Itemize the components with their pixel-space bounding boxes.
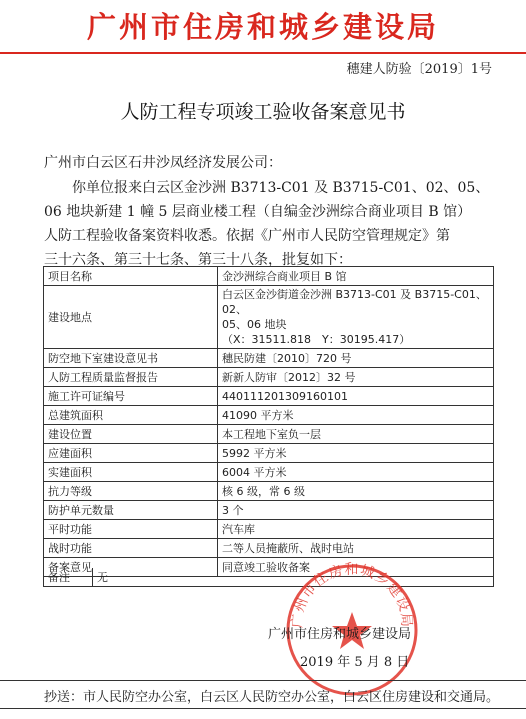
document-number: 穗建人防验〔2019〕1号 bbox=[346, 62, 492, 77]
body-line: 人防工程验收备案资料收悉。依据《广州市人民防空管理规定》第 bbox=[44, 228, 450, 244]
row-label: 平时功能 bbox=[44, 520, 218, 539]
table-row bbox=[44, 520, 494, 539]
table-row bbox=[44, 425, 494, 444]
table-row bbox=[44, 406, 494, 425]
row-label: 建设位置 bbox=[44, 425, 218, 444]
body-line: 三十六条、第三十七条、第三十八条，批复如下： bbox=[44, 252, 352, 268]
row-value: 3 个 bbox=[218, 501, 494, 520]
row-label: 建设地点 bbox=[44, 286, 218, 349]
table-row bbox=[44, 463, 494, 482]
table-row bbox=[44, 501, 494, 520]
acceptance-info-table bbox=[43, 266, 494, 577]
row-value: 二等人员掩蔽所、战时电站 bbox=[218, 539, 494, 558]
signing-organization: 广州市住房和城乡建设局 bbox=[268, 627, 412, 642]
cc-line: 抄送：市人民防空办公室，白云区人民防空办公室，白云区住房建设和交通局。 bbox=[44, 690, 500, 705]
row-value: 本工程地下室负一层 bbox=[218, 425, 494, 444]
body-line: 06 地块新建 1 幢 5 层商业楼工程（自编金沙洲综合商业项目 B 馆） bbox=[44, 204, 472, 220]
letterhead-title: 广州市住房和城乡建设局 bbox=[86, 9, 439, 44]
seal-text: 广州市住房和城乡建设局 bbox=[289, 562, 415, 629]
row-label: 战时功能 bbox=[44, 539, 218, 558]
row-label: 应建面积 bbox=[44, 444, 218, 463]
row-value: 金沙洲综合商业项目 B 馆 bbox=[218, 267, 494, 286]
body-line: 你单位报来白云区金沙洲 B3713-C01 及 B3715-C01、02、05、 bbox=[72, 180, 490, 196]
row-label: 备案意见 bbox=[44, 558, 218, 577]
remarks-table bbox=[43, 568, 494, 587]
row-value: 汽车库 bbox=[218, 520, 494, 539]
location-line: 白云区金沙街道金沙洲 B3713-C01 及 B3715-C01、02、 bbox=[222, 288, 487, 316]
table-row bbox=[44, 368, 494, 387]
addressee: 广州市白云区石井沙凤经济发展公司： bbox=[44, 155, 282, 171]
row-value: 新新人防审〔2012〕32 号 bbox=[218, 368, 494, 387]
location-coordinates: （X：31511.818 Y：30195.417） bbox=[222, 333, 411, 346]
row-label: 总建筑面积 bbox=[44, 406, 218, 425]
row-label: 防护单元数量 bbox=[44, 501, 218, 520]
row-value: 穗民防建〔2010〕720 号 bbox=[218, 349, 494, 368]
row-value: 5992 平方米 bbox=[218, 444, 494, 463]
table-row bbox=[44, 349, 494, 368]
row-value: 440111201309160101 bbox=[218, 387, 494, 406]
row-value bbox=[218, 286, 494, 349]
letterhead bbox=[0, 0, 526, 50]
row-value: 41090 平方米 bbox=[218, 406, 494, 425]
table-row bbox=[44, 387, 494, 406]
table-row bbox=[44, 267, 494, 286]
footer-rule-bottom bbox=[0, 708, 526, 709]
remarks-value: 无 bbox=[93, 568, 494, 587]
body-paragraph bbox=[44, 176, 496, 272]
table-row bbox=[44, 286, 494, 349]
table-row bbox=[44, 539, 494, 558]
document-title: 人防工程专项竣工验收备案意见书 bbox=[120, 101, 406, 123]
remarks-label: 备注 bbox=[44, 568, 93, 587]
row-label: 抗力等级 bbox=[44, 482, 218, 501]
letterhead-red-rule bbox=[0, 52, 526, 54]
signing-date: 2019 年 5 月 8 日 bbox=[300, 655, 410, 670]
table-row bbox=[44, 482, 494, 501]
row-value: 同意竣工验收备案 bbox=[218, 558, 494, 577]
row-value: 6004 平方米 bbox=[218, 463, 494, 482]
row-value: 核 6 级，常 6 级 bbox=[218, 482, 494, 501]
row-label: 人防工程质量监督报告 bbox=[44, 368, 218, 387]
table-row bbox=[44, 444, 494, 463]
row-label: 施工许可证编号 bbox=[44, 387, 218, 406]
row-label: 项目名称 bbox=[44, 267, 218, 286]
table-row bbox=[44, 568, 494, 587]
row-label: 防空地下室建设意见书 bbox=[44, 349, 218, 368]
footer-rule-top bbox=[0, 680, 526, 681]
location-line: 05、06 地块 bbox=[222, 318, 287, 331]
row-label: 实建面积 bbox=[44, 463, 218, 482]
